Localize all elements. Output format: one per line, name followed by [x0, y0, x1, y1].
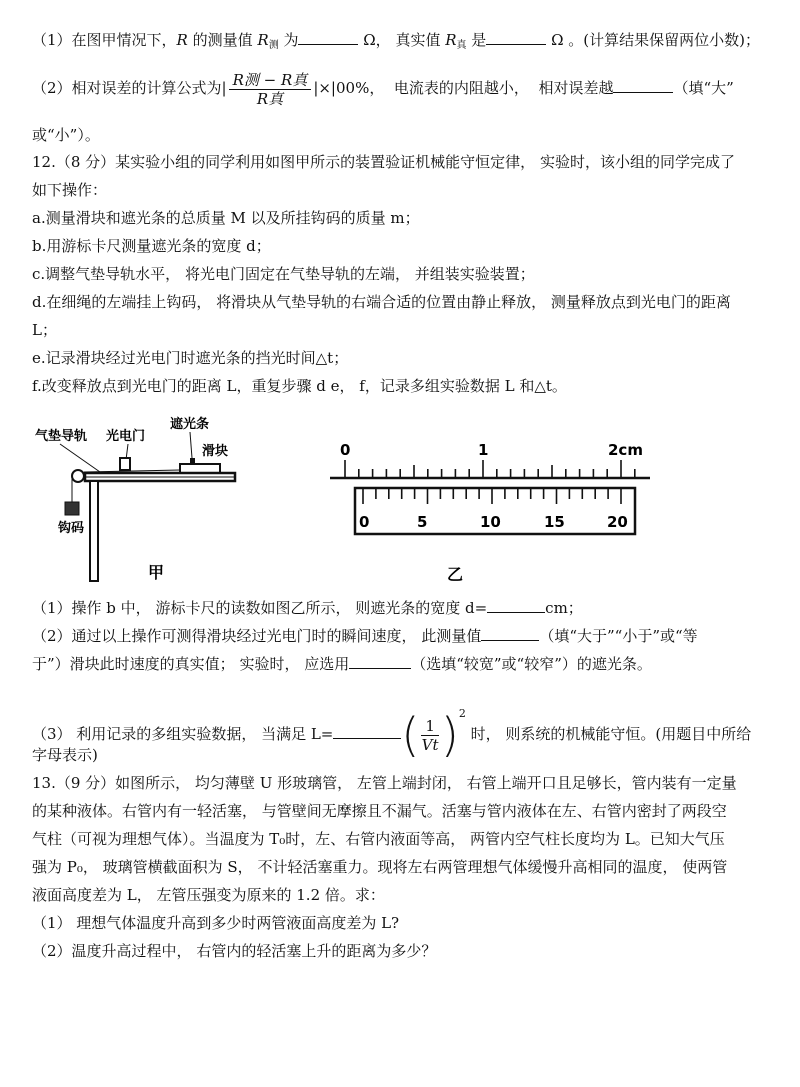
- vernier-label-0: 0: [359, 513, 370, 531]
- table-leg: [90, 481, 98, 581]
- q12-sub2-cont: 于”）滑块此时速度的真实值； 实验时， 应选用 （选填“较宽”或“较窄”）的遮光条。: [32, 655, 652, 673]
- weight-shape: [65, 502, 79, 515]
- q13-sub1: （1） 理想气体温度升高到多少时两管液面高度差为 L?: [32, 914, 400, 932]
- q11-part2-cont: 或“小”）。: [32, 126, 100, 144]
- answer-blank-error-trend[interactable]: [613, 78, 673, 93]
- q12-intro-line2: 如下操作：: [32, 181, 108, 199]
- answer-blank-strip-choice[interactable]: [349, 654, 411, 669]
- q12-sub3: （3） 利用记录的多组实验数据， 当满足 L= ( $\frac{1}{Vt}$ )$^2$ 时， 则系统的机械能守恒。(用题目中所给: [32, 707, 752, 762]
- vernier-label-15: 15: [544, 513, 565, 531]
- q13-sub2: （2）温度升高过程中， 右管内的轻活塞上升的距离为多少？: [32, 942, 437, 960]
- main-label-1: 1: [478, 441, 489, 459]
- slider-shape: [180, 464, 220, 473]
- label-air-track: 气垫导轨: [35, 429, 88, 444]
- main-label-2cm: 2cm: [608, 441, 643, 459]
- q13-line3: 气柱（可视为理想气体）。当温度为 T₀时，左、右管内液面等高， 两管内空气柱长度均为 L。已知大气压: [32, 830, 725, 848]
- q13-line2: 的某种液体。右管内有一轻活塞， 与管壁间无摩擦且不漏气。活塞与管内液体在左、右管内密封了两段空: [32, 802, 727, 820]
- q12-step-d-cont: L；: [32, 321, 57, 339]
- caption-jia: 甲: [148, 563, 165, 582]
- q12-step-f: f.改变释放点到光电门的距离 L，重复步骤 d e， f，记录多组实验数据 L 和△t。: [32, 377, 567, 395]
- figure-yi-vernier: [325, 430, 655, 585]
- inverse-time-fraction: $\frac{1}{Vt}$: [421, 716, 439, 754]
- main-label-0: 0: [340, 441, 351, 459]
- answer-blank-r-measured[interactable]: [298, 30, 358, 45]
- q12-step-a: a.测量滑块和遮光条的总质量 M 以及所挂钩码的质量 m；: [32, 209, 420, 227]
- q12-sub3-cont: 字母表示): [32, 746, 98, 764]
- q13-line4: 强为 P₀， 玻璃管横截面积为 S， 不计轻活塞重力。现将左右两管理想气体缓慢升高相同的温度， 使两管: [32, 858, 728, 876]
- vernier-label-10: 10: [480, 513, 501, 531]
- q12-step-b: b.用游标卡尺测量遮光条的宽度 d；: [32, 237, 271, 255]
- q12-step-d: d.在细绳的左端挂上钩码， 将滑块从气垫导轨的右端合适的位置由静止释放， 测量释放点到光电门的距离: [32, 293, 731, 311]
- main-scale-labels: [340, 441, 643, 459]
- q11-part2: （2）相对误差的计算公式为| $\frac{\text{R测 − R真}}{\text{R真}}$ |×|00%， 电流表的内阻越小， 相对误差越 （填“大”: [32, 70, 734, 108]
- leader-air-track: [60, 444, 100, 472]
- answer-blank-L-expression[interactable]: [333, 724, 401, 739]
- caption-yi: 乙: [447, 565, 464, 584]
- main-scale-ticks: [345, 460, 635, 478]
- relative-error-fraction: $\frac{\text{R测 − R真}}{\text{R真}}$: [229, 71, 312, 108]
- label-light-strip: 遮光条: [170, 417, 210, 432]
- q12-sub1: （1）操作 b 中， 游标卡尺的读数如图乙所示， 则遮光条的宽度 d= cm；: [32, 599, 583, 617]
- q13-line1: 13.（9 分）如图所示， 均匀薄壁 U 形玻璃管， 左管上端封闭， 右管上端开口且足够长，管内装有一定量: [32, 774, 737, 792]
- pulley: [72, 470, 84, 482]
- label-weight: 钩码: [58, 521, 85, 536]
- label-slider: 滑块: [202, 444, 229, 459]
- answer-blank-compare[interactable]: [481, 626, 539, 641]
- q12-sub2: （2）通过以上操作可测得滑块经过光电门时的瞬间速度， 此测量值 （填“大于”“小于”或“等: [32, 627, 698, 645]
- leader-light-strip: [190, 432, 192, 458]
- label-photogate: 光电门: [106, 429, 146, 444]
- vernier-label-5: 5: [417, 513, 428, 531]
- photogate-shape: [120, 458, 130, 470]
- q11-part1: （1）在图甲情况下，R 的测量值 $R_测$ 为 Ω， 真实值 $R_真$ 是 Ω 。(计算结果保留两位小数)；: [32, 31, 760, 51]
- vernier-label-20: 20: [607, 513, 628, 531]
- paren-open: (: [401, 708, 420, 762]
- figure-jia-apparatus: [30, 410, 270, 585]
- paren-close: ): [440, 708, 459, 762]
- q12-intro-line1: 12.（8 分）某实验小组的同学利用如图甲所示的装置验证机械能守恒定律， 实验时，该小组的同学完成了: [32, 153, 735, 171]
- answer-blank-width-d[interactable]: [487, 598, 545, 613]
- q12-step-e: e.记录滑块经过光电门时遮光条的挡光时间△t；: [32, 349, 349, 367]
- answer-blank-r-true[interactable]: [486, 30, 546, 45]
- q12-step-c: c.调整气垫导轨水平， 将光电门固定在气垫导轨的左端， 并组装实验装置；: [32, 265, 535, 283]
- q13-line5: 液面高度差为 L， 左管压强变为原来的 1.2 倍。求：: [32, 886, 385, 904]
